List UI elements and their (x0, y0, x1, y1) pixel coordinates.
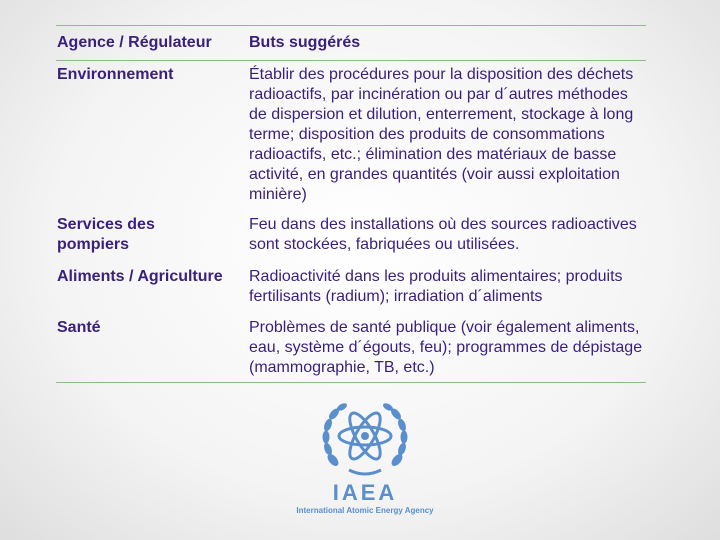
row-agency-aliments: Aliments / Agriculture (57, 268, 223, 285)
iaea-logo (285, 400, 445, 520)
logo-abbreviation: IAEA (332, 480, 398, 505)
row-goals-pompiers: Feu dans des installations où des sources radioactives sont stockées, fabriquées ou utilisées. (249, 216, 637, 253)
row-agency-sante: Santé (57, 319, 101, 336)
row-goals-environnement: Établir des procédures pour la disposition des déchets radioactifs, par incinération ou par d´autres méthodes de dispersion et dilution, enterrement, stockage à long terme; disposition des produits de consommations radioactifs, etc.; élimination des matériaux de basse activité, en grandes quantités (voir aussi exploitation minière) (249, 66, 634, 203)
atom-laurel-icon (319, 400, 411, 478)
header-agency: Agence / Régulateur (57, 34, 212, 51)
table-bottom-rule (56, 382, 646, 383)
table-header-rule (56, 60, 646, 61)
header-goals: Buts suggérés (249, 34, 361, 51)
logo-full-name: International Atomic Energy Agency (296, 506, 434, 515)
table-top-rule (56, 25, 646, 26)
row-agency-pompiers: Services des pompiers (57, 216, 155, 253)
row-agency-environnement: Environnement (57, 66, 174, 83)
row-goals-sante: Problèmes de santé publique (voir également aliments, eau, système d´égouts, feu); programmes de dépistage (mammographie, TB, etc.) (249, 319, 643, 376)
row-goals-aliments: Radioactivité dans les produits alimentaires; produits fertilisants (radium); irradiation d´aliments (249, 268, 623, 305)
